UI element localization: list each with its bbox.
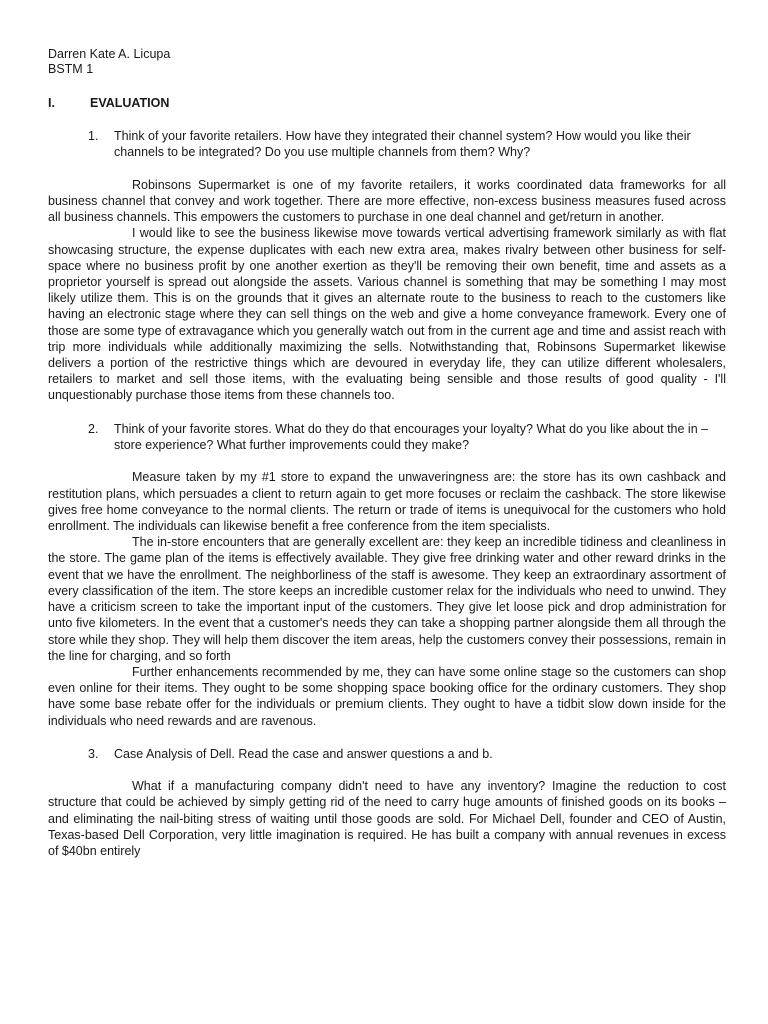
- answer-paragraph: Further enhancements recommended by me, they can have some online stage so the customers can shop even online for their items. They ought to be some shopping space booking office for the ordinary customers. They shop have some base rebate offer for the individuals or premium clients. They ought to have a tidbit slow down inside for the individuals who need rewards and are ravenous.: [48, 664, 726, 728]
- answer-paragraph: What if a manufacturing company didn't need to have any inventory? Imagine the reduction to cost structure that could be achieved by simply getting rid of the need to carry huge amounts of finished goods on its books – and eliminating the nail-biting stress of waiting until those goods are sold. For Michael Dell, founder and CEO of Austin, Texas-based Dell Corporation, very little imagination is required. He has built a company with annual revenues in excess of $40bn entirely: [48, 779, 726, 858]
- question-3: [48, 746, 726, 762]
- question-number: 3.: [88, 746, 99, 761]
- answer-1: [48, 177, 726, 404]
- question-1: [48, 128, 726, 161]
- section-title: EVALUATION: [90, 96, 170, 110]
- author-course: BSTM 1: [48, 62, 94, 76]
- question-number: 1.: [88, 129, 99, 143]
- document-content: [48, 47, 726, 859]
- answer-paragraph: Robinsons Supermarket is one of my favorite retailers, it works coordinated data frameworks for all business channel that convey and work together. There are more effective, non-excess business measures fused across all business channels. This empowers the customers to purchase in one deal channel and get/return in another.: [48, 177, 726, 225]
- question-2: [48, 421, 726, 454]
- answer-paragraph: I would like to see the business likewise move towards vertical advertising framework similarly as with flat showcasing structure, the expense duplicates with each new extra area, makes rivalry between other business for self-space where no business profit by one another exertion as they'll be removing their own benefit, time and assets as a proprietor yourself is spread out alongside the assets. Various channel is something that may be something I may most likely utilize them. This is on the grounds that it gives an alternate route to the business to reach to the customers like having an electronic stage where they can sell things on the web and give a home conveyance framework. Every one of those are some type of extravagance which you generally watch out from in the current age and time and assist reach with trip more individuals while additionally maximizing the sells. Notwithstanding that, Robinsons Supermarket likewise delivers a portion of the restrictive things which are devoured in everyday life, they can utilize different wholesalers, retailers to market and sell those items, with the evaluating being sensible and those results of good quality - I'll unquestionably purchase those items from these channels too.: [48, 226, 726, 403]
- author-name: Darren Kate A. Licupa: [48, 47, 171, 61]
- section-heading: [48, 96, 726, 111]
- question-text: Case Analysis of Dell. Read the case and answer questions a and b.: [114, 746, 493, 761]
- question-number: 2.: [88, 421, 99, 436]
- section-number: I.: [48, 96, 55, 110]
- question-text: Think of your favorite stores. What do they do that encourages your loyalty? What do you like about the in – store experience? What further improvements could they make?: [114, 421, 709, 453]
- answer-3: [48, 778, 726, 859]
- answer-2: [48, 469, 726, 728]
- answer-paragraph: Measure taken by my #1 store to expand the unwaveringness are: the store has its own cashback and restitution plans, which persuades a client to return again to get more focuses or reclaim the cashback. The store likewise gives free home conveyance to the normal clients. The return or trade of items is unequivocal for the customers who hold enrollment. The individuals can likewise benefit a free conference from the item specialists.: [48, 470, 726, 534]
- answer-paragraph: The in-store encounters that are generally excellent are: they keep an incredible tidiness and cleanliness in the store. The game plan of the items is effectively available. They give free drinking water and other reward drinks in the event that we have the enrollment. The neighborliness of the staff is awesome. They keep an extraordinary assortment of every classification of the item. The store keeps an incredible customer relax for the individuals who need to unwind. They have a criticism screen to take the important input of the customers. They give let loose pick and drop administration for unto five kilometers. In the event that a customer's needs they can take a shopping partner alongside them all through the store while they shop. They will help them discover the item areas, help the customers convey their possessions, remain in the line for charging, and so forth: [48, 535, 726, 663]
- question-text: Think of your favorite retailers. How have they integrated their channel system? How would you like their channels to be integrated? Do you use multiple channels from them? Why?: [114, 129, 691, 160]
